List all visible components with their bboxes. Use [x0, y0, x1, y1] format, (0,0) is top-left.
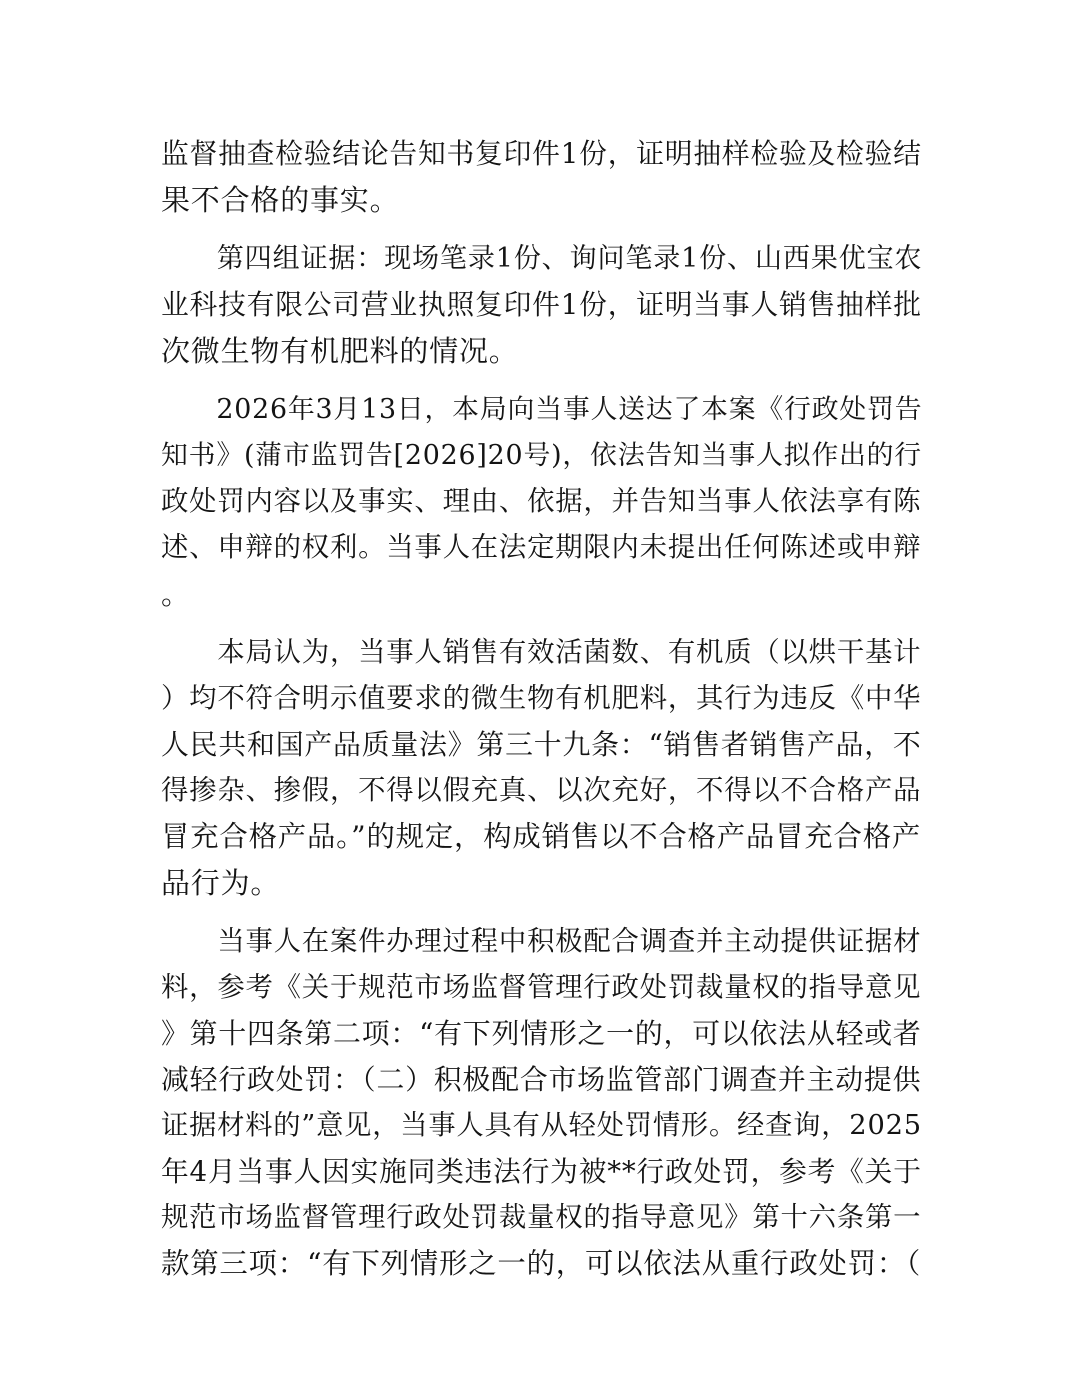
text-line: 。: [161, 577, 191, 611]
paragraph-gap: [161, 374, 921, 387]
text-line: 冒充合格产品。”的规定，构成销售以不合格产品冒充合格产: [161, 820, 922, 853]
text-line: 次微生物有机肥料的情况。: [161, 334, 519, 368]
text-line: 业科技有限公司营业执照复印件1份，证明当事人销售抽样批: [161, 288, 922, 321]
text-line: 监督抽查检验结论告知书复印件1份，证明抽样检验及检验结: [161, 137, 922, 170]
text-line: 款第三项：“有下列情形之一的，可以依法从重行政处罚：（: [161, 1247, 922, 1280]
text-line: 人民共和国产品质量法》第三十九条：“销售者销售产品，不: [161, 728, 922, 761]
text-line: 知书》(蒲市监罚告[2026]20号)，依法告知当事人拟作出的行: [161, 440, 922, 471]
text-line: 2026年3月13日，本局向当事人送达了本案《行政处罚告: [161, 394, 923, 425]
text-line: 规范市场监督管理行政处罚裁量权的指导意见》第十六条第一: [161, 1202, 922, 1233]
text-line: 证据材料的”意见，当事人具有从轻处罚情形。经查询，2025: [161, 1110, 922, 1141]
text-line: ）均不符合明示值要求的微生物有机肥料，其行为违反《中华: [161, 683, 922, 714]
text-line: 述、申辩的权利。当事人在法定期限内未提出任何陈述或申辩: [161, 532, 922, 563]
paragraph-gap: [161, 223, 921, 236]
text-line: 当事人在案件办理过程中积极配合调查并主动提供证据材: [161, 926, 922, 957]
document-body: [161, 131, 921, 1287]
text-line: 品行为。: [161, 866, 281, 900]
text-line: 政处罚内容以及事实、理由、依据，并告知当事人依法享有陈: [161, 486, 922, 517]
text-line: 年4月当事人因实施同类违法行为被**行政处罚，参考《关于: [161, 1155, 922, 1188]
text-line: 得掺杂、掺假，不得以假充真、以次充好，不得以不合格产品: [161, 775, 922, 806]
text-line: 第四组证据：现场笔录1份、询问笔录1份、山西果优宝农: [161, 243, 923, 274]
text-line: 果不合格的事实。: [161, 183, 400, 217]
text-line: 减轻行政处罚：（二）积极配合市场监管部门调查并主动提供: [161, 1063, 922, 1096]
text-line: 》第十四条第二项：“有下列情形之一的，可以依法从轻或者: [161, 1017, 922, 1050]
text-line: 料，参考《关于规范市场监督管理行政处罚裁量权的指导意见: [161, 972, 922, 1003]
paragraph-gap: [161, 906, 921, 919]
paragraph-gap: [161, 617, 921, 630]
text-line: 本局认为，当事人销售有效活菌数、有机质（以烘干基计: [161, 637, 922, 668]
